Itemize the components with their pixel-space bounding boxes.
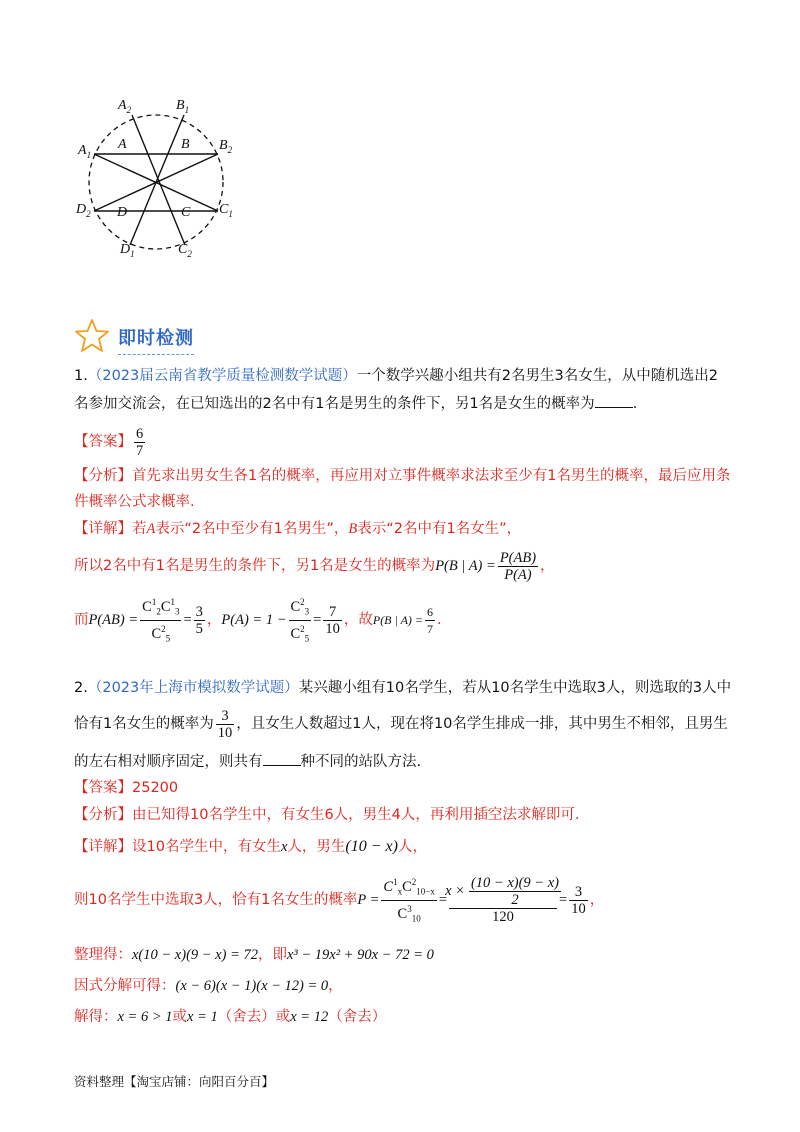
q2-fact-label: 因式分解可得：: [74, 978, 176, 994]
q2-detail1b: 人，男生: [287, 839, 346, 855]
q2-p-end: ，: [589, 892, 605, 908]
q1-pab-res: [194, 604, 205, 637]
q2-fact-expr: (x − 6)(x − 1)(x − 12) = 0: [175, 978, 329, 994]
q1-detail3-prefix: 而: [74, 612, 89, 628]
label-A: A: [118, 137, 127, 152]
q1-detail-tag: 【详解】: [74, 521, 132, 537]
q2-detail-line1: [74, 834, 427, 860]
q1-detail1A: A: [146, 521, 156, 537]
q1-detail-line1: [74, 519, 521, 539]
label-C1: $C_1$: [219, 202, 233, 219]
q1-final-lhs: P(B | A) =: [372, 613, 424, 627]
q1-formula-num: P(AB): [499, 549, 537, 566]
q2-simp-expr: x(10 − x)(9 − x) = 72: [132, 947, 258, 963]
q1-formula-den: P(A): [504, 566, 532, 583]
q1-number: 1.: [74, 368, 88, 384]
q2-p-mid-expr: (10 − x)(9 − x): [470, 875, 559, 891]
q1-pab-eq: =: [183, 612, 192, 628]
q1-stem-line1: [74, 366, 718, 386]
q1-detail1c: 表示“2名中有1名女生”，: [357, 521, 522, 537]
q2-simp-mid: ，即: [257, 947, 287, 963]
label-C2: $C_2$: [178, 242, 192, 259]
q2-p-mid-frac: [445, 875, 559, 925]
footer-text: 资料整理【淘宝店铺：向阳百分百】: [74, 1074, 275, 1089]
q2-simp-label: 整理得：: [74, 947, 132, 963]
q2-sol-or2: 或: [275, 1009, 291, 1025]
q1-analysis-line1: [74, 466, 730, 486]
star-circle-figure: [72, 95, 252, 265]
q1-analysis-line2: [74, 492, 195, 512]
q2-p-mid-top: x ×: [445, 883, 465, 899]
q1-final-num: 6: [427, 604, 434, 619]
q1-detail1b: 表示“2名中至少有1名男生”，: [155, 521, 349, 537]
q1-analysis1: 首先求出男女生各1名的概率，再应用对立事件概率求法求至少有1名男生的概率，最后应用条: [132, 468, 731, 484]
q1-stem-line2: [74, 393, 637, 414]
q2-sol2: x = 1: [187, 1009, 218, 1025]
q1-detail-line3: 而 P(AB) = $\frac{C^1_2C^1_3}{C^2_5}$ = $\frac{3}{5}$ ， P(A) = 1 − $\frac{C^2_3}{C^2_5}$ = $\frac{7}{10}$ ， 故 P(B | A) = $\frac{6}{7}$ .: [74, 598, 442, 642]
label-A1: $A_1$: [78, 143, 92, 160]
q1-answer: [74, 422, 147, 462]
q1-pab-comb-frac: $\frac{C^1_2C^1_3}{C^2_5}$: [140, 594, 181, 646]
q1-formula-lhs: P(B | A) =: [435, 558, 496, 574]
q2-stem1: 某兴趣小组有10名学生，若从10名学生中选取3人，则选取的3人中: [298, 680, 732, 696]
q1-detail-line2: [74, 546, 555, 586]
q1-detail1B: B: [348, 521, 358, 537]
star-icon: [74, 318, 110, 354]
q1-hence: 故: [358, 612, 373, 628]
q1-analysis2: 件概率公式求概率.: [74, 494, 195, 510]
q1-pa-lhs: P(A) = 1 −: [221, 612, 287, 628]
q2-sol-drop1: （舍去）: [217, 1009, 276, 1025]
q1-pab-res-num: 3: [195, 603, 203, 620]
label-D: D: [117, 205, 128, 220]
q1-answer-blank: [595, 393, 633, 408]
q2-stem-line1: [74, 678, 731, 698]
q2-number: 2.: [74, 680, 88, 696]
q1-pab-lhs: P(AB) =: [88, 612, 139, 628]
q1-answer-frac: [134, 426, 145, 459]
q2-stem3b: 种不同的站队方法.: [300, 754, 422, 770]
q1-pa-res-den: 10: [325, 620, 340, 637]
q2-sol1: x = 6 > 1: [117, 1009, 173, 1025]
q2-answer-tag: 【答案】: [74, 780, 132, 796]
q1-pa-res: [323, 604, 342, 637]
q2-detail1a: 设10名学生中，有女生: [132, 839, 281, 855]
q2-factor: [74, 974, 343, 998]
q2-p-res-den: 10: [571, 900, 586, 917]
q2-p-eq: =: [559, 892, 568, 908]
q2-p-res-num: 3: [569, 884, 588, 901]
q2-detail-line2: 则10名学生中选取3人，恰有1名女生的概率 P = $\frac{C^1_xC^2_{10-x}}{C^3_{10}}$ = x × $\frac{(10 - x)(9 - x)}{2}$ 120 = $\frac{3}{10}$ ，: [74, 875, 605, 925]
q1-source: （2023届云南省教学质量检测数学试题）: [87, 368, 357, 384]
section-title: 即时检测: [118, 324, 194, 355]
q1-final-end: .: [437, 612, 442, 628]
q2-p-mid-den: 120: [492, 909, 514, 925]
q2-p-mid-two: 2: [511, 892, 519, 908]
q2-stem-line3: [74, 751, 421, 772]
label-B1: $B_1$: [176, 98, 190, 115]
q2-p-inner-frac: [469, 875, 561, 908]
q2-analysis: [74, 805, 580, 825]
q1-stem2: 名参加交流会，在已知选出的2名中有1名是男生的条件下，另1名是女生的概率为: [74, 396, 595, 412]
q2-sol-or1: 或: [172, 1009, 188, 1025]
q2-answer-value: 25200: [132, 780, 179, 796]
q2-analysis-text: 由已知得10名学生中，有女生6人，男生4人，再利用插空法求解即可.: [132, 807, 580, 823]
q1-answer-den: 7: [136, 442, 144, 459]
q2-detail1c: 人，: [397, 839, 427, 855]
q1-answer-num: 6: [136, 425, 144, 442]
q1-period: .: [632, 396, 638, 412]
q2-stem2b: ，且女生人数超过1人，现在将10名学生排成一排，其中男生不相邻，且男生: [236, 716, 728, 732]
figure-svg: [72, 95, 252, 265]
label-D2: $D_2$: [76, 202, 91, 219]
label-B: B: [181, 137, 190, 152]
q1-stem1: 一个数学兴趣小组共有2名男生3名女生，从中随机选出2: [356, 368, 718, 384]
q2-answer: [74, 778, 178, 798]
q2-sol3: x = 12: [290, 1009, 329, 1025]
q2-answer-blank: [263, 751, 301, 766]
q2-stem2a: 恰有1名女生的概率为: [74, 716, 214, 732]
q1-pa-res-num: 7: [323, 604, 342, 621]
q2-detail1-expr: (10 − x): [345, 838, 398, 855]
q1-pa-eq: =: [313, 612, 322, 628]
q2-detail1x: x: [280, 839, 288, 855]
q1-answer-tag: 【答案】: [74, 434, 132, 450]
q2-stem-num: 3: [216, 708, 235, 725]
q2-sol-drop2: （舍去）: [328, 1009, 387, 1025]
q1-analysis-tag: 【分析】: [74, 468, 132, 484]
q1-final-den: 7: [427, 621, 434, 636]
q2-stem-line2: [74, 702, 728, 746]
label-C: C: [181, 205, 191, 220]
q2-sol-label: 解得：: [74, 1009, 118, 1025]
q2-p-res: [569, 884, 588, 917]
q2-simp-expr2: x³ − 19x² + 90x − 72 = 0: [286, 947, 434, 963]
q2-stem-frac: [216, 708, 235, 741]
q2-p-comb-frac: $\frac{C^1_xC^2_{10-x}}{C^3_{10}}$: [381, 874, 436, 926]
q1-formula-frac: [498, 550, 538, 583]
q2-stem-den: 10: [217, 724, 233, 741]
q2-stem3a: 的左右相对顺序固定，则共有: [74, 754, 263, 770]
q1-final-frac: [425, 604, 435, 637]
label-A2: $A_2$: [118, 98, 132, 115]
q2-analysis-tag: 【分析】: [74, 807, 132, 823]
q2-simplify: [74, 943, 434, 967]
q2-detail-tag: 【详解】: [74, 839, 132, 855]
q2-source: （2023年上海市模拟数学试题）: [87, 680, 299, 696]
q2-solution: [74, 1005, 386, 1029]
q2-detail2: 则10名学生中选取3人，恰有1名女生的概率: [74, 892, 358, 908]
q1-detail2: 所以2名中有1名是男生的条件下，另1名是女生的概率为: [74, 558, 436, 574]
q1-comma: ，: [540, 558, 555, 574]
q2-p-lhs: P =: [357, 892, 380, 908]
q1-detail1a: 若: [132, 521, 147, 537]
q1-pab-res-den: 5: [195, 620, 203, 637]
q1-pa-comb-frac: $\frac{C^2_3}{C^2_5}$: [289, 594, 312, 646]
q2-fact-end: ，: [328, 978, 343, 994]
label-D1: $D_1$: [120, 242, 135, 259]
label-B2: $B_2$: [219, 138, 233, 155]
